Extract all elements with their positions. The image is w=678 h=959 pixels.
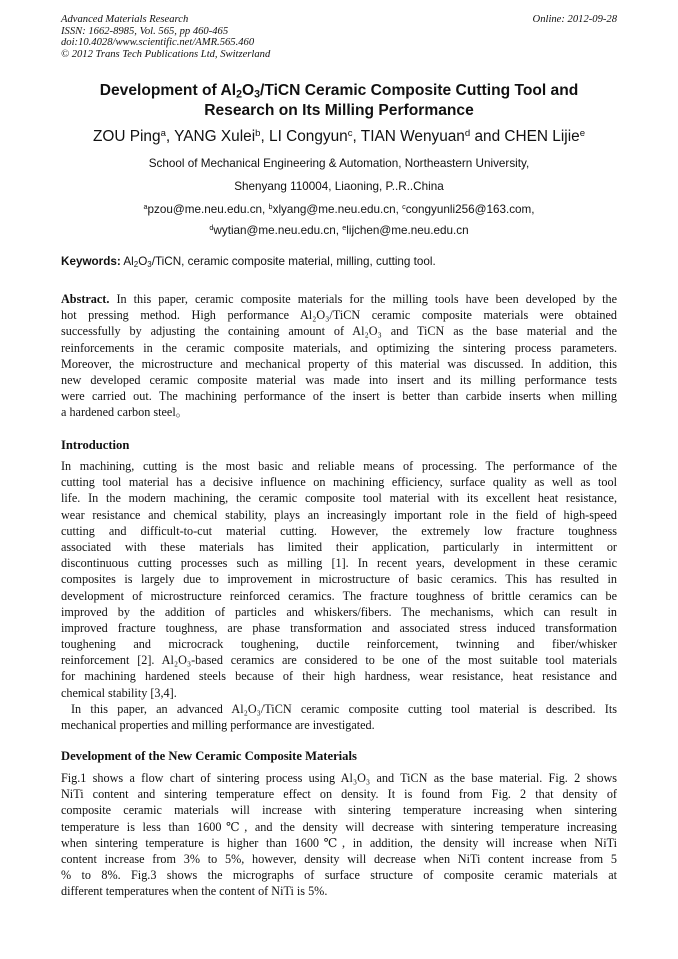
- text-line: wear resistance and chemical stability, plays an increasingly important role in the field of high-speed: [61, 507, 617, 522]
- text-line: successfully by adjusting the containing amount of Al₂O₃ and TiCN as the base material and the: [61, 324, 617, 339]
- author-list: [40, 127, 638, 147]
- email-link[interactable]: lijchen@me.neu.edu.cn: [346, 224, 469, 237]
- introduction-body: [61, 458, 617, 733]
- text-line: Moreover, the microstructure and mechanical property of this material was discussed. In addition, this: [61, 356, 617, 371]
- text-line: % to 8%. Fig.3 shows the micrographs of surface structure of composite ceramic materials at: [61, 868, 617, 883]
- text-line: a hardened carbon steel。: [61, 405, 188, 420]
- subscript: 2: [236, 88, 242, 101]
- abstract-label: Abstract.: [61, 292, 110, 306]
- text-line: cutting and difficult-to-cut material cutting. However, the extremely low fracture toughness: [61, 523, 617, 538]
- email-line-2: $^d$wytian@me.neu.edu.cn, $^e$lijchen@me.neu.edu.cn: [209, 223, 469, 237]
- online-date: Online: 2012-09-28: [532, 14, 617, 25]
- text-line: content increase from 3% to 5%, however, density will decrease when NiTi content increase from 5: [61, 851, 617, 866]
- affiliation-line-1: School of Mechanical Engineering & Automation, Northeastern University,: [148, 157, 530, 170]
- text-line: when sintering temperature is higher than 1600℃, in addition, the density will increase when NiTi: [61, 835, 617, 850]
- title-text: Development of Al: [99, 82, 237, 99]
- journal-name: Advanced Materials Research: [61, 14, 189, 25]
- email-link[interactable]: xlyang@me.neu.edu.cn: [272, 203, 396, 216]
- text-line: mechanical properties and milling performance are investigated.: [61, 718, 375, 732]
- affiliation-line-2: Shenyang 110004, Liaoning, P..R..China: [234, 180, 444, 193]
- text-line: cutting tool material has a decisive influence on machining efficiency, surface quality as well as tool: [61, 475, 617, 490]
- keywords-label: Keywords:: [61, 255, 121, 268]
- author: TIAN Wenyuan$^d$ and: [360, 127, 505, 145]
- author: ZOU Ping$^a$,: [92, 127, 175, 145]
- text-line: improved fracture toughness, are phase transformation and associated stress induced transformation: [61, 620, 617, 635]
- text-line: new developed ceramic composite material was made into insert and its milling performance tests: [61, 372, 617, 387]
- title-text: /TiCN Ceramic Composite Cutting Tool and: [260, 82, 579, 99]
- text-line: reinforcement [2]. Al₂O₃-based ceramics are considered to be one of the most suitable tool materials: [61, 653, 617, 668]
- email-line-1: $^a$pzou@me.neu.edu.cn, $^b$xlyang@me.neu.edu.cn, $^c$congyunli256@163.com,: [143, 202, 535, 216]
- text-line: were carried out. The machining performance of the insert is better than carbide inserts when milling: [61, 389, 617, 404]
- text-line: different temperatures when the content of NiTi is 5%.: [61, 884, 328, 899]
- title-text: O: [241, 82, 255, 99]
- section2-body: [61, 770, 617, 900]
- doi-line: doi:10.4028/www.scientific.net/AMR.565.460: [61, 37, 255, 49]
- text-line: Abstract. In this paper, ceramic composite materials for the milling tools have been developed by the: [61, 292, 617, 306]
- copyright-line: © 2012 Trans Tech Publications Ltd, Switzerland: [61, 48, 271, 60]
- subscript: 3: [254, 88, 261, 101]
- text-line: life. In the modern machining, the ceramic composite tool material with its excellent heat resistance,: [61, 491, 617, 506]
- text-line: discontinuous cutting processes such as milling [1]. In recent years, development in these ceramic: [61, 556, 617, 571]
- paper-title: [60, 81, 618, 121]
- text-line: for machining hardened steels because of their high hardness, wear resistance, heat resistance and: [61, 669, 617, 684]
- text-line: associated with these materials has limited their application, particularly in intermittent or: [61, 539, 617, 554]
- text-line: improved by the addition of particles and whiskers/fibers. The mechanisms, which can result in: [61, 604, 617, 619]
- email-link[interactable]: pzou@me.neu.edu.cn: [147, 203, 263, 216]
- text-line: toughening and microcrack toughening, ductile reinforcement, twinning and fiber/whisker: [61, 637, 617, 652]
- email-link[interactable]: wytian@me.neu.edu.cn: [213, 224, 336, 237]
- text-line: reinforcements in the ceramic composite materials, and optimizing the sintering process parameters.: [61, 340, 617, 355]
- text-line: chemical stability [3,4].: [61, 685, 177, 700]
- text-line: hot pressing method. High performance Al₂O₃/TiCN ceramic composite materials were obtained: [61, 308, 617, 323]
- email-link[interactable]: congyunli256@163.com: [405, 203, 532, 216]
- author: CHEN Lijie$^e$: [504, 127, 585, 145]
- text-line: In machining, cutting is the most basic and reliable means of processing. The performance of the: [61, 459, 617, 473]
- text-line: composite ceramic materials will increase with sintering temperature increasing when sintering: [61, 803, 617, 818]
- text-line: In this paper, an advanced Al₂O₃/TiCN ceramic composite cutting tool material is described. Its: [71, 701, 617, 716]
- text-line: NiTi content and sintering temperature effect on density. It is found from Fig. 2 that density of: [61, 787, 617, 802]
- keywords: Keywords: $Al_2O_3$/TiCN, ceramic composite material, milling, cutting tool.: [61, 255, 436, 269]
- text-line: Fig.1 shows a flow chart of sintering process using Al₃O₃ and TiCN as the base material. Fig. 2 shows: [61, 771, 617, 785]
- section-heading-introduction: Introduction: [61, 438, 130, 452]
- text-line: temperature is less than 1600℃, and the density will decrease with sintering temperature increasing: [61, 819, 617, 834]
- issn-line: ISSN: 1662-8985, Vol. 565, pp 460-465: [61, 25, 229, 37]
- section-heading-development: Development of the New Ceramic Composite Materials: [61, 749, 357, 763]
- author: LI Congyun$^c$,: [269, 127, 361, 145]
- journal-header: [61, 14, 270, 60]
- author: YANG Xulei$^b$,: [174, 127, 270, 145]
- text-line: development of microstructure reinforced ceramics. The fracture toughness of brittle ceramics can be: [61, 588, 617, 603]
- title-line-2: Research on Its Milling Performance: [204, 102, 474, 119]
- text-line: composites is largely due to improvement in microstructure of basic ceramics. This has resulted in: [61, 572, 617, 587]
- abstract: [61, 291, 617, 421]
